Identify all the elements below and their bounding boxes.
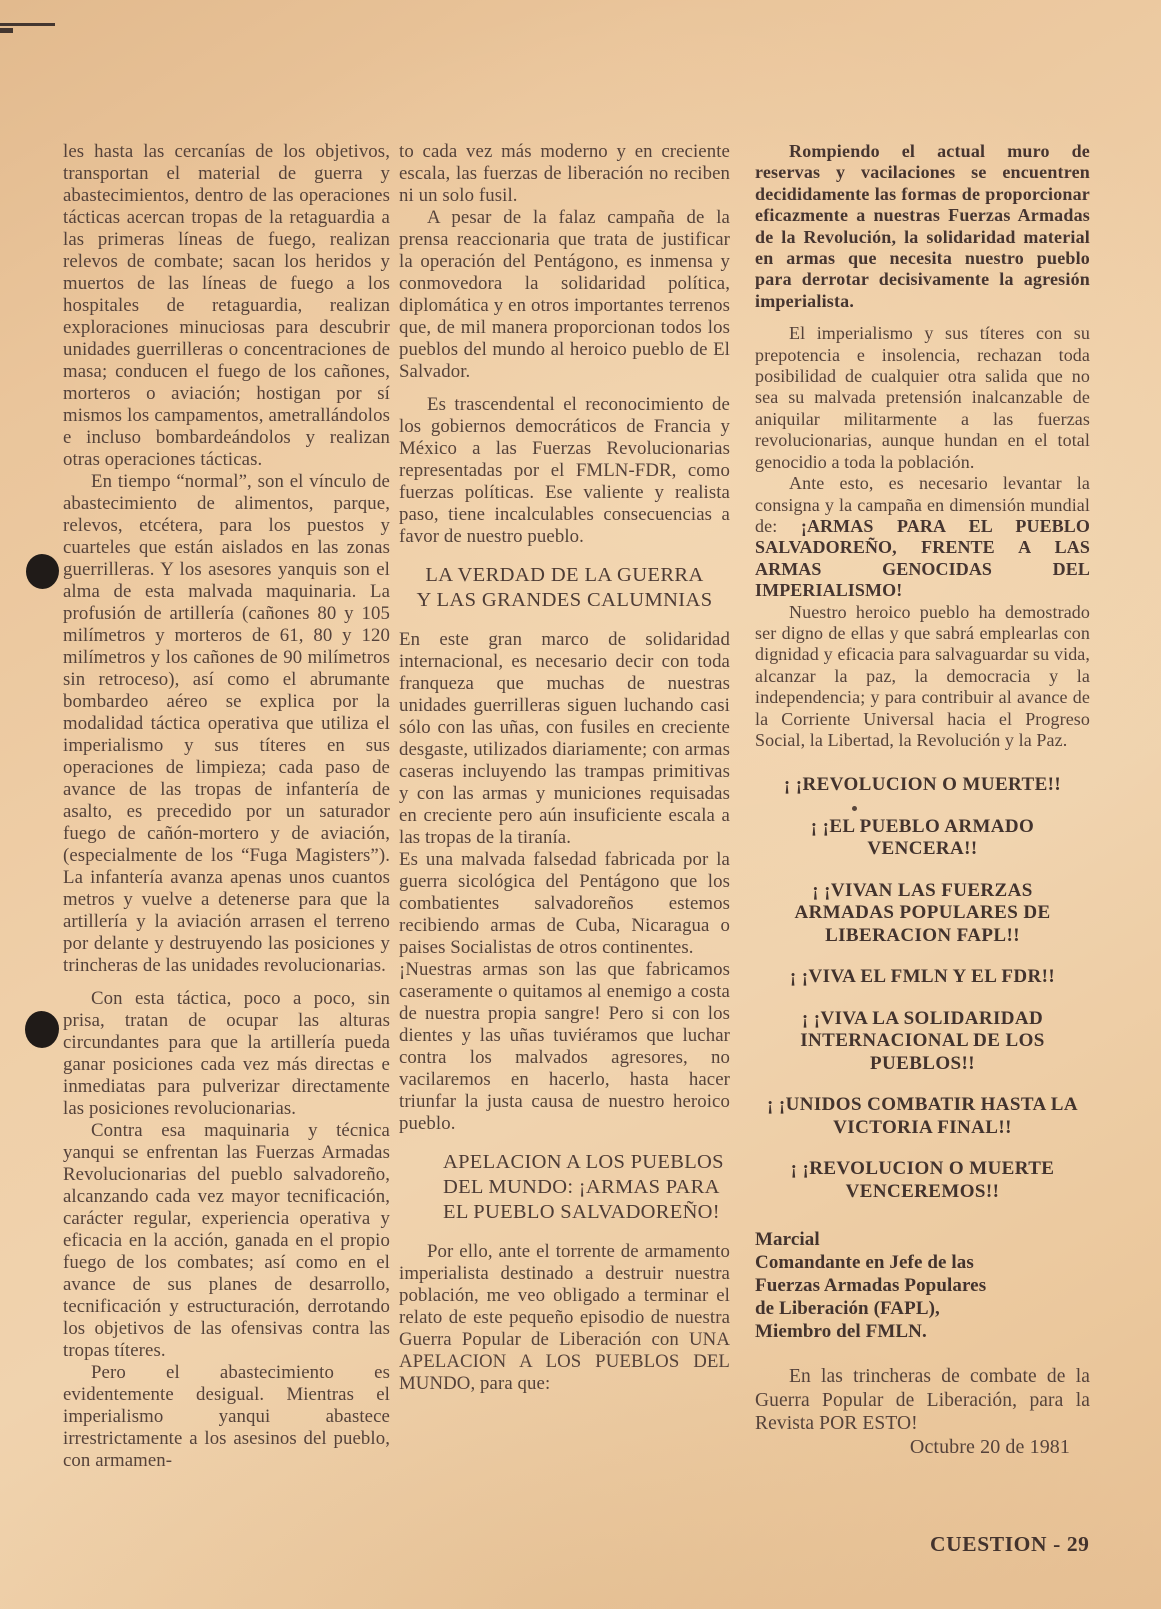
text-column-1 — [63, 141, 390, 1472]
slogan: ¡ ¡VIVA LA SOLIDARIDAD INTERNACIONAL DE LOS PUEBLOS!! — [800, 1007, 1045, 1074]
slogan: ¡ ¡VIVAN LAS FUERZAS ARMADAS POPULARES DE LIBERACION FAPL!! — [794, 879, 1051, 946]
ink-dot-icon — [26, 554, 59, 589]
scan-artifact-line-icon — [0, 28, 13, 33]
slogan: ¡ ¡EL PUEBLO ARMADO VENCERA!! — [810, 815, 1035, 860]
paragraph: Es una malvada falsedad fabricada por la guerra sicológica del Pentágono que los combatientes salvadoreños estemos recibiendo armas de Cuba, Nicaragua o paises Socialistas de otros continentes. — [399, 849, 730, 958]
slogan: ¡ ¡REVOLUCION O MUERTE!! — [783, 774, 1062, 796]
paragraph: El imperialismo y sus títeres con su prepotencia e insolencia, rechazan toda posibilidad de cualquier otra salida que no sea su malvada pretensión inalcanzable de aniquilar militarmente a las fuerzas revolucionarias, aunque hundan en el total genocidio a toda la población. — [755, 323, 1090, 472]
scan-artifact-line-icon — [0, 23, 55, 26]
paragraph: Pero el abastecimiento es evidentemente desigual. Mientras el imperialismo yanqui abastece irrestrictamente a los asesinos del pueblo, con armamen- — [63, 1362, 390, 1471]
paragraph-bold: Rompiendo el actual muro de reservas y vacilaciones se encuentren decididamente las formas de proporcionar eficazmente a nuestras Fuerzas Armadas de la Revolución, la solidaridad material en armas que necesita nuestro pueblo para derrotar decisivamente la agresión imperialista. — [755, 141, 1090, 311]
text-column-3 — [755, 141, 1090, 1458]
signature-block — [755, 1228, 1090, 1343]
slogan: ¡ ¡UNIDOS COMBATIR HASTA LA VICTORIA FINAL!! — [767, 1094, 1078, 1138]
paragraph-bold-caps: ¡ARMAS PARA EL PUEBLO SALVADOREÑO, FRENTE A LAS ARMAS GENOCIDAS DEL IMPERIALISMO! — [755, 515, 1090, 601]
paragraph: Contra esa maquinaria y técnica yanqui se enfrentan las Fuerzas Armadas Revolucionarias del pueblo salvadoreño, alcanzando cada vez mayor tecnificación, carácter regular, experiencia operativa y eficacia en la acción, ganada en el propio fuego de los combates; así como en el avance de sus planes de desarrollo, tecnificación y estructuración, derrotando los objetivos de las ofensivas contra las tropas títeres. — [63, 1120, 390, 1361]
signature-line: Miembro del FMLN. — [755, 1321, 927, 1343]
paragraph-text: Ante esto, es necesario levantar la consigna y la campaña en dimensión mundial de: — [755, 473, 1090, 536]
paragraph: les hasta las cercanías de los objetivos, transportan el material de guerra y abastecimientos, dentro de las operaciones tácticas acercan tropas de la retaguardia a las primeras líneas de fuego, realizan relevos de combate; sacan los heridos y muertos de las líneas de fuego a los hospitales de retaguardia, realizan exploraciones minuciosas para descubrir unidades guerrilleras o concentraciones de masa; conducen el fuego de los cañones, morteros o aviación; hostigan por sí mismos los campamentos, ametrallándolos e incluso bombardeándolos y realizan otras operaciones tácticas. — [63, 141, 390, 470]
paragraph: Por ello, ante el torrente de armamento imperialista destinado a destruir nuestra población, me veo obligado a terminar el relato de este pequeño episodio de nuestra Guerra Popular de Liberación con UNA APELACION A LOS PUEBLOS DEL MUNDO, para que: — [399, 1241, 730, 1394]
paragraph — [755, 473, 1090, 601]
heading-line: Y LAS GRANDES CALUMNIAS — [416, 589, 713, 611]
closing-paragraph: En las trincheras de combate de la Guerra Popular de Liberación, para la Revista POR ESTO! — [755, 1366, 1090, 1435]
heading-line: DEL MUNDO: ¡ARMAS PARA — [443, 1176, 720, 1198]
paragraph: Es trascendental el reconocimiento de los gobiernos democráticos de Francia y México a las Fuerzas Revolucionarias representadas por el FMLN-FDR, como fuerzas políticas. Ese valiente y realista paso, tiene incalculables consecuencias a favor de nuestro pueblo. — [399, 394, 730, 547]
signature-line: de Liberación (FAPL), — [755, 1298, 940, 1320]
signature-line: Marcial — [755, 1229, 820, 1251]
paragraph: A pesar de la falaz campaña de la prensa reaccionaria que trata de justificar la operación del Pentágono, es inmensa y conmovedora la solidaridad política, diplomática y en otros importantes terrenos que, de mil manera proporcionan todos los pueblos del mundo al heroico pueblo de El Salvador. — [399, 207, 730, 382]
section-heading — [399, 1150, 730, 1225]
paragraph: ¡Nuestras armas son las que fabricamos caseramente o quitamos al enemigo a costa de nuestra propia sangre! Pero si con los dientes y las uñas tuviéramos que luchar contra los malvados agresores, no vacilaremos en hacerlo, hasta hacer triunfar la justa causa de nuestro heroico pueblo. — [399, 959, 730, 1134]
paragraph: Con esta táctica, poco a poco, sin prisa, tratan de ocupar las alturas circundantes para que la artillería pueda ganar posiciones cada vez más directas e inmediatas para pulverizar directamente las posiciones revolucionarias. — [63, 988, 390, 1119]
ink-speck-icon — [852, 806, 857, 811]
heading-line: LA VERDAD DE LA GUERRA — [425, 564, 704, 586]
heading-line: APELACION A LOS PUEBLOS — [443, 1151, 724, 1173]
paragraph: to cada vez más moderno y en creciente escala, las fuerzas de liberación no reciben ni un solo fusil. — [399, 141, 730, 206]
signature-line: Comandante en Jefe de las — [755, 1252, 974, 1274]
slogan: ¡ ¡VIVA EL FMLN Y EL FDR!! — [789, 966, 1056, 988]
ink-dot-icon — [25, 1011, 59, 1048]
paragraph: Nuestro heroico pueblo ha demostrado ser digno de ellas y que sabrá emplearlas con dignidad y eficacia para salvaguardar su vida, alcanzar la paz, la democracia y la independencia; y para contribuir al avance de la Corriente Universal hacia el Progreso Social, la Libertad, la Revolución y la Paz. — [755, 601, 1090, 750]
slogan: ¡ ¡REVOLUCION O MUERTE VENCEREMOS!! — [790, 1158, 1055, 1202]
text-column-2 — [399, 141, 730, 1395]
date-line: Octubre 20 de 1981 — [909, 1435, 1070, 1458]
section-heading — [399, 563, 730, 613]
paragraph: En tiempo “normal”, son el vínculo de abastecimiento de alimentos, parque, relevos, etcétera, para los puestos y cuarteles que están aislados en las zonas guerrilleras. Y los asesores yanquis son el alma de esta malvada maquinaria. La profusión de artillería (cañones 80 y 105 milímetros y morteros de 61, 80 y 120 milímetros y los cañones de 90 milímetros sin retroceso), así como el abrumante bombardeo aéreo se explica por la modalidad táctica operativa que utiliza el imperialismo y sus títeres en sus operaciones de limpieza; cada paso de avance de las tropas de infantería de asalto, es precedido por un saturador fuego de cañón-mortero y de aviación, (especialmente de los “Fuga Magisters”). La infantería avanza apenas unos cuantos metros y vuelve a detenerse para que la artillería y la aviación arrasen el terreno por delante y destruyendo las posiciones y trincheras de las unidades revolucionarias. — [63, 471, 390, 976]
paragraph: En este gran marco de solidaridad internacional, es necesario decir con toda franqueza que muchas de nuestras unidades guerrilleras siguen luchando casi sólo con las uñas, con fusiles en creciente desgaste, utilizados diariamente; con armas caseras incluyendo las trampas primitivas y con las armas y municiones requisadas en creciente pero aún insuficiente escala a las tropas de la tiranía. — [399, 629, 730, 848]
signature-line: Fuerzas Armadas Populares — [755, 1275, 987, 1297]
heading-line: EL PUEBLO SALVADOREÑO! — [443, 1201, 720, 1223]
page-number-label: CUESTION - 29 — [930, 1532, 1090, 1556]
